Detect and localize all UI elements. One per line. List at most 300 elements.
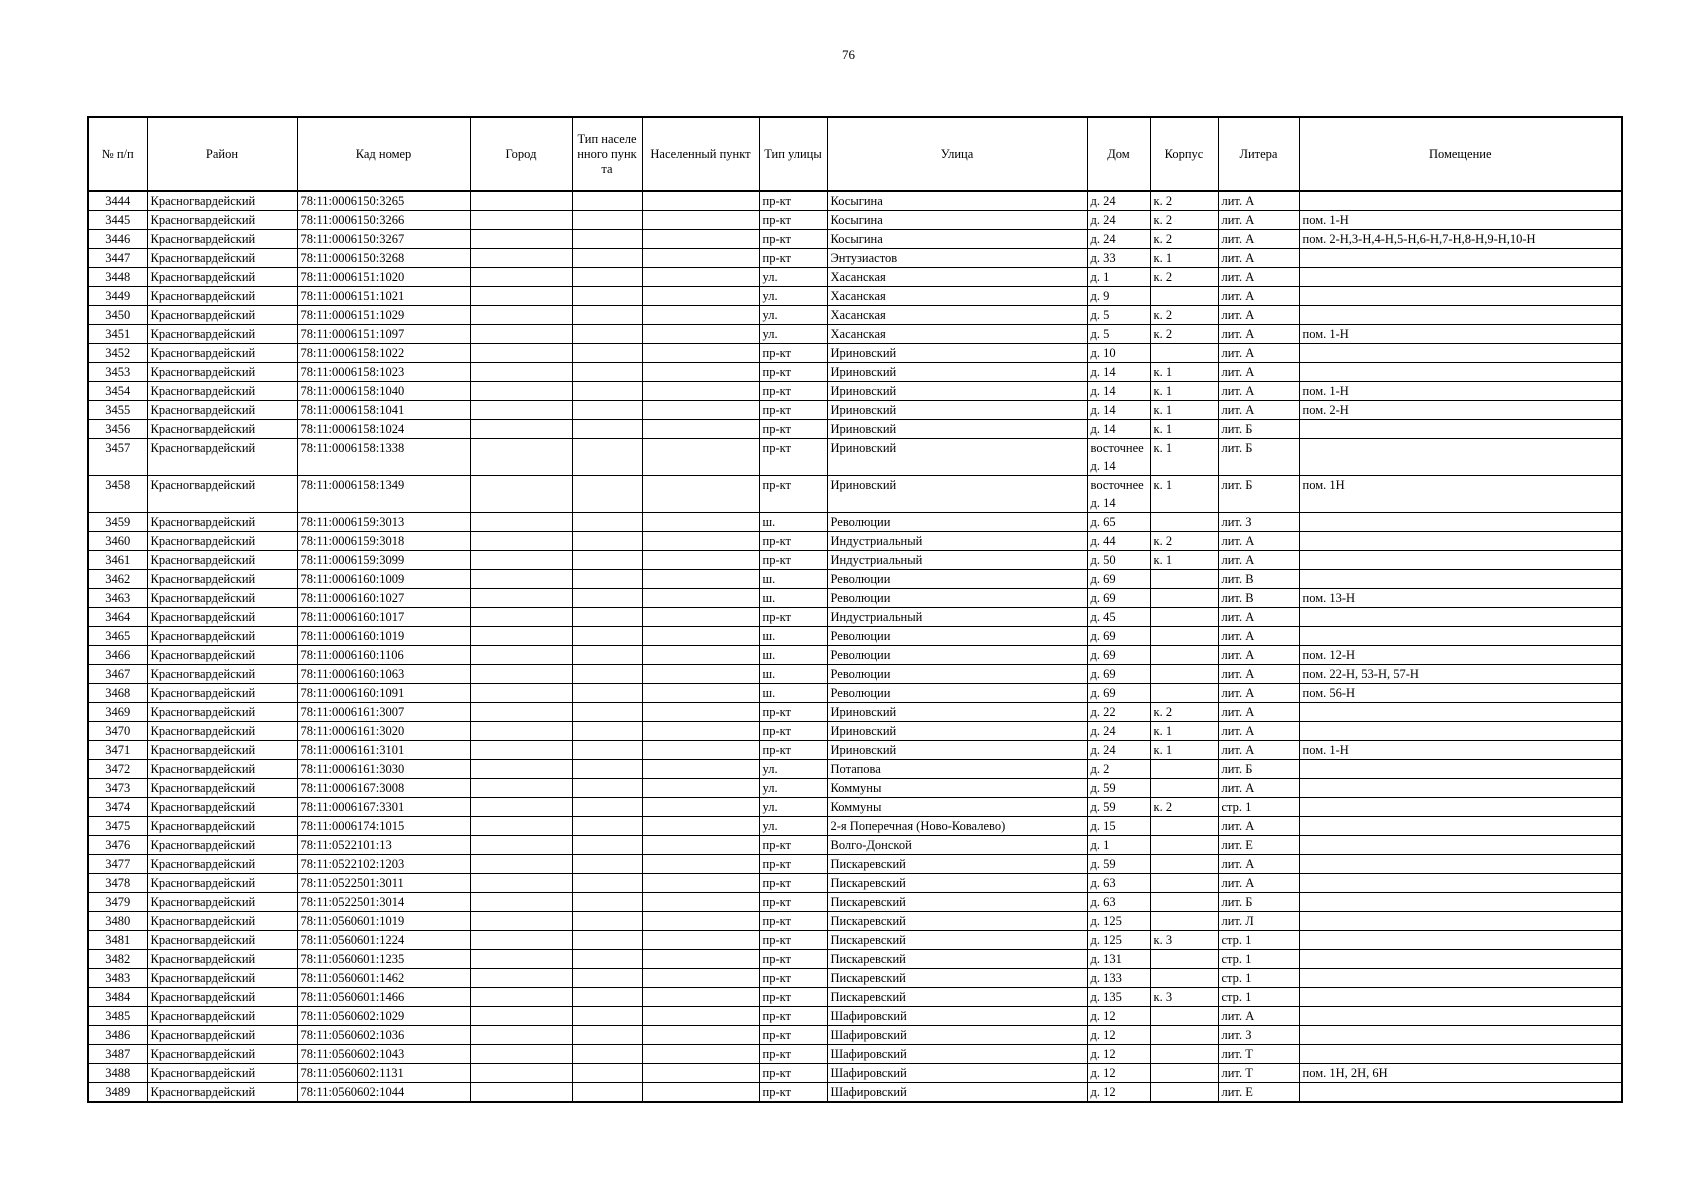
cell-building [1150, 836, 1218, 855]
header-district: Район [147, 117, 297, 191]
cell-cadastral: 78:11:0006160:1091 [297, 684, 470, 703]
cell-premises [1299, 950, 1622, 969]
cell-district: Красногвардейский [147, 551, 297, 570]
cell-city [470, 532, 572, 551]
cell-settlement [642, 420, 759, 439]
table-row [88, 779, 1622, 798]
cell-street-type: ш. [759, 646, 827, 665]
cell-settlement-type [572, 741, 642, 760]
cell-letter: лит. А [1218, 722, 1299, 741]
cell-district: Красногвардейский [147, 287, 297, 306]
cell-street-type: ш. [759, 589, 827, 608]
cell-city [470, 779, 572, 798]
cell-settlement-type [572, 969, 642, 988]
cell-premises: пом. 2-Н [1299, 401, 1622, 420]
table-row [88, 401, 1622, 420]
cell-cadastral: 78:11:0560601:1235 [297, 950, 470, 969]
cell-street-type: ш. [759, 665, 827, 684]
cell-settlement [642, 779, 759, 798]
cell-street-type: ш. [759, 570, 827, 589]
cell-settlement [642, 931, 759, 950]
cell-street-type: ш. [759, 513, 827, 532]
cell-building: к. 1 [1150, 551, 1218, 570]
cell-street: 2-я Поперечная (Ново-Ковалево) [827, 817, 1087, 836]
cell-cadastral: 78:11:0006151:1029 [297, 306, 470, 325]
cell-street-type: ул. [759, 798, 827, 817]
cell-district: Красногвардейский [147, 703, 297, 722]
cell-street: Волго-Донской [827, 836, 1087, 855]
cell-street-type: пр-кт [759, 382, 827, 401]
header-cadastral: Кад номер [297, 117, 470, 191]
cell-letter: лит. Т [1218, 1064, 1299, 1083]
cell-letter: лит. А [1218, 249, 1299, 268]
cell-district: Красногвардейский [147, 627, 297, 646]
cell-cadastral: 78:11:0006161:3007 [297, 703, 470, 722]
cell-street: Революции [827, 627, 1087, 646]
cell-num: 3470 [88, 722, 147, 741]
cell-settlement-type [572, 817, 642, 836]
cell-num: 3478 [88, 874, 147, 893]
cell-building: к. 1 [1150, 249, 1218, 268]
cell-street: Пискаревский [827, 912, 1087, 931]
cell-letter: стр. 1 [1218, 931, 1299, 950]
cell-house: д. 14 [1087, 363, 1150, 382]
cell-building [1150, 646, 1218, 665]
cell-cadastral: 78:11:0006160:1009 [297, 570, 470, 589]
cell-num: 3487 [88, 1045, 147, 1064]
cell-num: 3448 [88, 268, 147, 287]
cell-house: д. 69 [1087, 589, 1150, 608]
cell-city [470, 382, 572, 401]
cell-district: Красногвардейский [147, 589, 297, 608]
table-row [88, 325, 1622, 344]
cell-num: 3445 [88, 211, 147, 230]
cell-settlement-type [572, 570, 642, 589]
cell-city [470, 912, 572, 931]
table-row [88, 287, 1622, 306]
cell-cadastral: 78:11:0006160:1019 [297, 627, 470, 646]
cell-district: Красногвардейский [147, 532, 297, 551]
cell-street-type: пр-кт [759, 1045, 827, 1064]
cell-building [1150, 950, 1218, 969]
cell-settlement [642, 988, 759, 1007]
cell-settlement-type [572, 476, 642, 513]
cell-num: 3447 [88, 249, 147, 268]
cell-house: восточнее д. 14 [1087, 476, 1150, 513]
cell-cadastral: 78:11:0006161:3020 [297, 722, 470, 741]
cell-street: Коммуны [827, 779, 1087, 798]
cell-city [470, 1083, 572, 1103]
cell-num: 3484 [88, 988, 147, 1007]
table-row [88, 912, 1622, 931]
cell-letter: лит. Е [1218, 1083, 1299, 1103]
cell-house: д. 59 [1087, 798, 1150, 817]
cell-letter: лит. Б [1218, 893, 1299, 912]
cell-num: 3451 [88, 325, 147, 344]
cell-premises: пом. 1Н [1299, 476, 1622, 513]
cell-city [470, 211, 572, 230]
cell-house: д. 1 [1087, 268, 1150, 287]
cell-settlement [642, 306, 759, 325]
cell-settlement [642, 893, 759, 912]
cell-letter: лит. З [1218, 513, 1299, 532]
cell-street-type: пр-кт [759, 211, 827, 230]
cell-house: д. 133 [1087, 969, 1150, 988]
table-row [88, 211, 1622, 230]
cell-street: Индустриальный [827, 608, 1087, 627]
cell-street-type: пр-кт [759, 439, 827, 476]
cell-building [1150, 893, 1218, 912]
cell-street: Ириновский [827, 741, 1087, 760]
cell-letter: лит. А [1218, 211, 1299, 230]
cell-building: к. 2 [1150, 798, 1218, 817]
cell-num: 3466 [88, 646, 147, 665]
cell-settlement-type [572, 950, 642, 969]
cell-letter: лит. В [1218, 570, 1299, 589]
cell-num: 3460 [88, 532, 147, 551]
table-row [88, 551, 1622, 570]
table-row [88, 798, 1622, 817]
cell-house: д. 69 [1087, 570, 1150, 589]
cell-building [1150, 513, 1218, 532]
cell-settlement-type [572, 551, 642, 570]
cell-building [1150, 874, 1218, 893]
cell-house: д. 125 [1087, 912, 1150, 931]
cell-house: д. 12 [1087, 1045, 1150, 1064]
cell-city [470, 798, 572, 817]
table-row [88, 627, 1622, 646]
cell-letter: стр. 1 [1218, 950, 1299, 969]
cell-city [470, 439, 572, 476]
cell-settlement-type [572, 627, 642, 646]
cell-settlement-type [572, 893, 642, 912]
cell-premises [1299, 268, 1622, 287]
cell-building: к. 2 [1150, 306, 1218, 325]
cell-premises [1299, 551, 1622, 570]
table-row [88, 893, 1622, 912]
cell-street-type: ш. [759, 684, 827, 703]
registry-table [87, 116, 1623, 1103]
cell-premises [1299, 874, 1622, 893]
cell-district: Красногвардейский [147, 476, 297, 513]
cell-street-type: ул. [759, 268, 827, 287]
cell-district: Красногвардейский [147, 401, 297, 420]
table-row [88, 608, 1622, 627]
cell-settlement [642, 249, 759, 268]
cell-district: Красногвардейский [147, 931, 297, 950]
cell-street-type: пр-кт [759, 1083, 827, 1103]
cell-street: Революции [827, 570, 1087, 589]
cell-num: 3485 [88, 1007, 147, 1026]
cell-cadastral: 78:11:0006160:1106 [297, 646, 470, 665]
cell-premises [1299, 249, 1622, 268]
cell-house: д. 50 [1087, 551, 1150, 570]
cell-cadastral: 78:11:0006158:1023 [297, 363, 470, 382]
cell-settlement [642, 608, 759, 627]
cell-cadastral: 78:11:0006150:3265 [297, 191, 470, 211]
cell-settlement-type [572, 363, 642, 382]
cell-district: Красногвардейский [147, 608, 297, 627]
cell-num: 3459 [88, 513, 147, 532]
cell-letter: лит. А [1218, 532, 1299, 551]
cell-building: к. 2 [1150, 703, 1218, 722]
cell-street-type: пр-кт [759, 874, 827, 893]
cell-city [470, 627, 572, 646]
table-row [88, 665, 1622, 684]
cell-district: Красногвардейский [147, 969, 297, 988]
cell-cadastral: 78:11:0006158:1040 [297, 382, 470, 401]
cell-district: Красногвардейский [147, 836, 297, 855]
cell-house: д. 14 [1087, 420, 1150, 439]
table-row [88, 760, 1622, 779]
table-row [88, 817, 1622, 836]
cell-street: Пискаревский [827, 950, 1087, 969]
cell-cadastral: 78:11:0522501:3014 [297, 893, 470, 912]
table-body [88, 191, 1622, 1102]
cell-settlement-type [572, 420, 642, 439]
cell-cadastral: 78:11:0522101:13 [297, 836, 470, 855]
header-num: № п/п [88, 117, 147, 191]
cell-house: д. 12 [1087, 1064, 1150, 1083]
cell-house: д. 69 [1087, 646, 1150, 665]
cell-district: Красногвардейский [147, 855, 297, 874]
cell-settlement-type [572, 439, 642, 476]
cell-building: к. 1 [1150, 476, 1218, 513]
header-settlement: Населенный пункт [642, 117, 759, 191]
cell-district: Красногвардейский [147, 1045, 297, 1064]
cell-street-type: ул. [759, 760, 827, 779]
cell-settlement [642, 211, 759, 230]
cell-house: д. 65 [1087, 513, 1150, 532]
cell-num: 3471 [88, 741, 147, 760]
cell-num: 3483 [88, 969, 147, 988]
cell-settlement [642, 570, 759, 589]
cell-street-type: ул. [759, 306, 827, 325]
cell-settlement [642, 912, 759, 931]
cell-premises [1299, 836, 1622, 855]
cell-settlement [642, 439, 759, 476]
cell-settlement-type [572, 684, 642, 703]
cell-settlement-type [572, 855, 642, 874]
cell-premises [1299, 931, 1622, 950]
cell-cadastral: 78:11:0560601:1466 [297, 988, 470, 1007]
cell-house: д. 9 [1087, 287, 1150, 306]
cell-letter: лит. Б [1218, 439, 1299, 476]
cell-cadastral: 78:11:0560602:1043 [297, 1045, 470, 1064]
table-header-row [88, 117, 1622, 191]
cell-city [470, 363, 572, 382]
cell-district: Красногвардейский [147, 230, 297, 249]
cell-settlement-type [572, 268, 642, 287]
cell-cadastral: 78:11:0560601:1462 [297, 969, 470, 988]
cell-num: 3450 [88, 306, 147, 325]
header-city: Город [470, 117, 572, 191]
cell-settlement-type [572, 1045, 642, 1064]
cell-settlement-type [572, 912, 642, 931]
cell-city [470, 836, 572, 855]
cell-num: 3477 [88, 855, 147, 874]
cell-premises [1299, 344, 1622, 363]
cell-district: Красногвардейский [147, 760, 297, 779]
cell-letter: лит. Б [1218, 760, 1299, 779]
cell-settlement-type [572, 1064, 642, 1083]
cell-house: д. 24 [1087, 741, 1150, 760]
cell-settlement-type [572, 344, 642, 363]
cell-building [1150, 627, 1218, 646]
cell-cadastral: 78:11:0560601:1224 [297, 931, 470, 950]
cell-city [470, 969, 572, 988]
cell-settlement-type [572, 1026, 642, 1045]
cell-city [470, 230, 572, 249]
table-row [88, 570, 1622, 589]
cell-num: 3455 [88, 401, 147, 420]
cell-city [470, 401, 572, 420]
cell-settlement [642, 969, 759, 988]
cell-street-type: пр-кт [759, 836, 827, 855]
cell-num: 3479 [88, 893, 147, 912]
cell-settlement-type [572, 760, 642, 779]
cell-city [470, 665, 572, 684]
cell-settlement-type [572, 230, 642, 249]
cell-settlement [642, 760, 759, 779]
cell-cadastral: 78:11:0006159:3013 [297, 513, 470, 532]
cell-building: к. 2 [1150, 230, 1218, 249]
cell-street-type: пр-кт [759, 476, 827, 513]
cell-city [470, 191, 572, 211]
cell-premises: пом. 56-Н [1299, 684, 1622, 703]
cell-city [470, 325, 572, 344]
cell-street-type: пр-кт [759, 401, 827, 420]
cell-settlement [642, 1007, 759, 1026]
cell-city [470, 513, 572, 532]
cell-city [470, 344, 572, 363]
cell-letter: лит. Б [1218, 420, 1299, 439]
cell-settlement-type [572, 836, 642, 855]
cell-building [1150, 760, 1218, 779]
cell-street: Косыгина [827, 211, 1087, 230]
cell-district: Красногвардейский [147, 722, 297, 741]
cell-street-type: ул. [759, 779, 827, 798]
table-row [88, 344, 1622, 363]
cell-letter: лит. Т [1218, 1045, 1299, 1064]
cell-street-type: пр-кт [759, 608, 827, 627]
cell-house: д. 2 [1087, 760, 1150, 779]
cell-building: к. 2 [1150, 211, 1218, 230]
cell-settlement [642, 325, 759, 344]
cell-premises [1299, 532, 1622, 551]
table-row [88, 703, 1622, 722]
table-row [88, 230, 1622, 249]
cell-building [1150, 779, 1218, 798]
table-row [88, 513, 1622, 532]
cell-street-type: пр-кт [759, 532, 827, 551]
cell-house: д. 10 [1087, 344, 1150, 363]
cell-building: к. 1 [1150, 741, 1218, 760]
cell-letter: лит. Б [1218, 476, 1299, 513]
cell-premises [1299, 703, 1622, 722]
cell-premises [1299, 439, 1622, 476]
cell-settlement [642, 817, 759, 836]
cell-cadastral: 78:11:0006151:1020 [297, 268, 470, 287]
cell-num: 3488 [88, 1064, 147, 1083]
cell-city [470, 306, 572, 325]
cell-street-type: пр-кт [759, 703, 827, 722]
cell-street: Шафировский [827, 1007, 1087, 1026]
table-row [88, 684, 1622, 703]
cell-letter: лит. А [1218, 874, 1299, 893]
cell-building [1150, 608, 1218, 627]
cell-street: Ириновский [827, 382, 1087, 401]
cell-street: Хасанская [827, 325, 1087, 344]
cell-street-type: пр-кт [759, 855, 827, 874]
cell-street-type: ш. [759, 627, 827, 646]
cell-street: Шафировский [827, 1083, 1087, 1103]
cell-street: Потапова [827, 760, 1087, 779]
cell-street: Шафировский [827, 1045, 1087, 1064]
cell-house: д. 125 [1087, 931, 1150, 950]
cell-settlement [642, 191, 759, 211]
cell-settlement [642, 855, 759, 874]
cell-cadastral: 78:11:0006150:3266 [297, 211, 470, 230]
cell-letter: лит. А [1218, 665, 1299, 684]
cell-premises [1299, 988, 1622, 1007]
cell-building: к. 2 [1150, 268, 1218, 287]
cell-letter: лит. А [1218, 268, 1299, 287]
cell-premises [1299, 779, 1622, 798]
cell-street-type: пр-кт [759, 722, 827, 741]
table-row [88, 420, 1622, 439]
cell-num: 3469 [88, 703, 147, 722]
cell-num: 3449 [88, 287, 147, 306]
cell-street: Пискаревский [827, 874, 1087, 893]
cell-district: Красногвардейский [147, 211, 297, 230]
cell-num: 3456 [88, 420, 147, 439]
cell-settlement [642, 627, 759, 646]
cell-letter: лит. В [1218, 589, 1299, 608]
cell-building [1150, 1007, 1218, 1026]
cell-letter: стр. 1 [1218, 969, 1299, 988]
table-row [88, 741, 1622, 760]
cell-building: к. 3 [1150, 988, 1218, 1007]
cell-house: д. 69 [1087, 627, 1150, 646]
cell-letter: лит. А [1218, 325, 1299, 344]
cell-settlement [642, 741, 759, 760]
table-row [88, 532, 1622, 551]
cell-house: восточнее д. 14 [1087, 439, 1150, 476]
cell-num: 3465 [88, 627, 147, 646]
cell-letter: лит. Л [1218, 912, 1299, 931]
cell-street: Пискаревский [827, 855, 1087, 874]
table-row [88, 855, 1622, 874]
cell-premises: пом. 1-Н [1299, 741, 1622, 760]
cell-district: Красногвардейский [147, 1083, 297, 1103]
cell-settlement [642, 646, 759, 665]
cell-premises [1299, 722, 1622, 741]
cell-street: Ириновский [827, 476, 1087, 513]
cell-cadastral: 78:11:0006161:3101 [297, 741, 470, 760]
cell-cadastral: 78:11:0006158:1024 [297, 420, 470, 439]
cell-street: Ириновский [827, 420, 1087, 439]
table-row [88, 1045, 1622, 1064]
cell-district: Красногвардейский [147, 420, 297, 439]
cell-house: д. 45 [1087, 608, 1150, 627]
cell-letter: лит. Е [1218, 836, 1299, 855]
header-building: Корпус [1150, 117, 1218, 191]
cell-cadastral: 78:11:0006161:3030 [297, 760, 470, 779]
cell-letter: лит. А [1218, 684, 1299, 703]
table-row [88, 268, 1622, 287]
cell-num: 3453 [88, 363, 147, 382]
